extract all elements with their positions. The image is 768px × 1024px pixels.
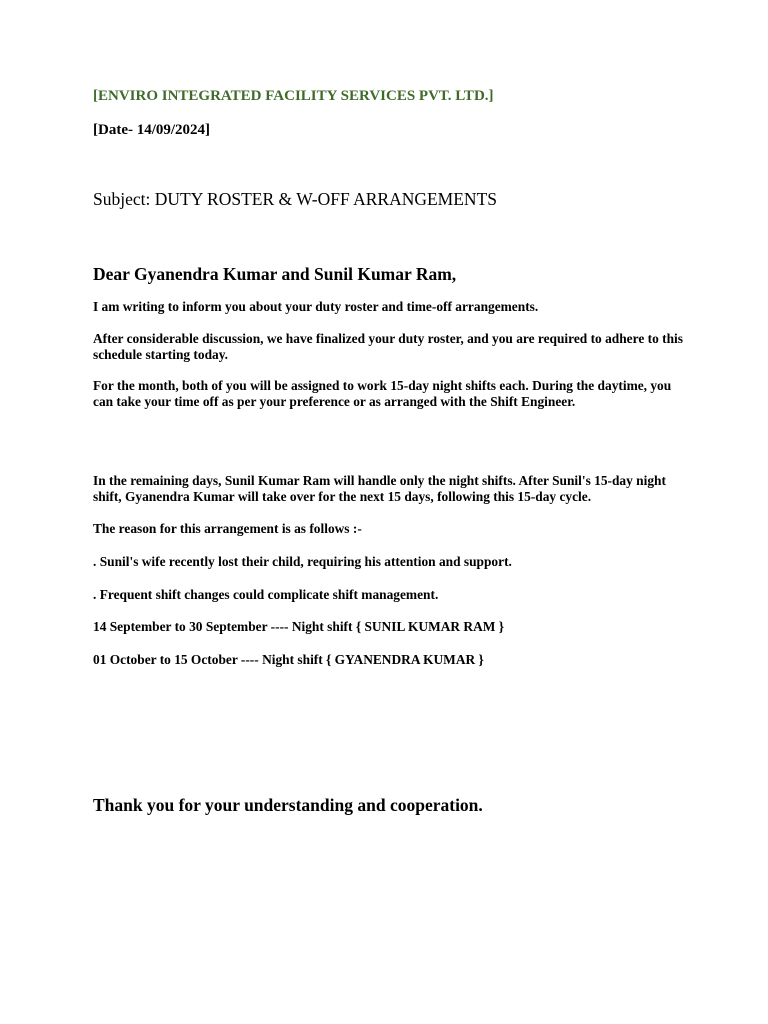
paragraph-night-shifts: For the month, both of you will be assigned to work 15-day night shifts each. During the daytime, you can take your time off as per your preference or as arranged with the Shift Engineer. bbox=[93, 378, 672, 409]
letter-date: [Date- 14/09/2024] bbox=[93, 122, 211, 138]
paragraph-reason-heading: The reason for this arrangement is as follows :- bbox=[93, 521, 362, 536]
paragraph-intro: I am writing to inform you about your duty roster and time-off arrangements. bbox=[93, 299, 539, 314]
letter-subject: Subject: DUTY ROSTER & W-OFF ARRANGEMENTS bbox=[93, 189, 497, 209]
schedule-line-gyanendra: 01 October to 15 October ---- Night shift { GYANENDRA KUMAR } bbox=[93, 652, 484, 667]
letter-salutation: Dear Gyanendra Kumar and Sunil Kumar Ram, bbox=[93, 264, 457, 284]
schedule-line-sunil: 14 September to 30 September ---- Night shift { SUNIL KUMAR RAM } bbox=[93, 619, 504, 634]
company-name: [ENVIRO INTEGRATED FACILITY SERVICES PVT. LTD.] bbox=[93, 88, 494, 104]
reason-item-family: . Sunil's wife recently lost their child, requiring his attention and support. bbox=[93, 554, 512, 569]
reason-item-shift-changes: . Frequent shift changes could complicate shift management. bbox=[93, 587, 439, 602]
letter-closing: Thank you for your understanding and cooperation. bbox=[93, 795, 483, 815]
paragraph-remaining-days: In the remaining days, Sunil Kumar Ram will handle only the night shifts. After Sunil's 15-day night shift, Gyanendra Kumar will take over for the next 15 days, following this 15-day cycle. bbox=[93, 473, 666, 504]
paragraph-finalized-roster: After considerable discussion, we have finalized your duty roster, and you are required to adhere to this schedule starting today. bbox=[93, 331, 683, 362]
